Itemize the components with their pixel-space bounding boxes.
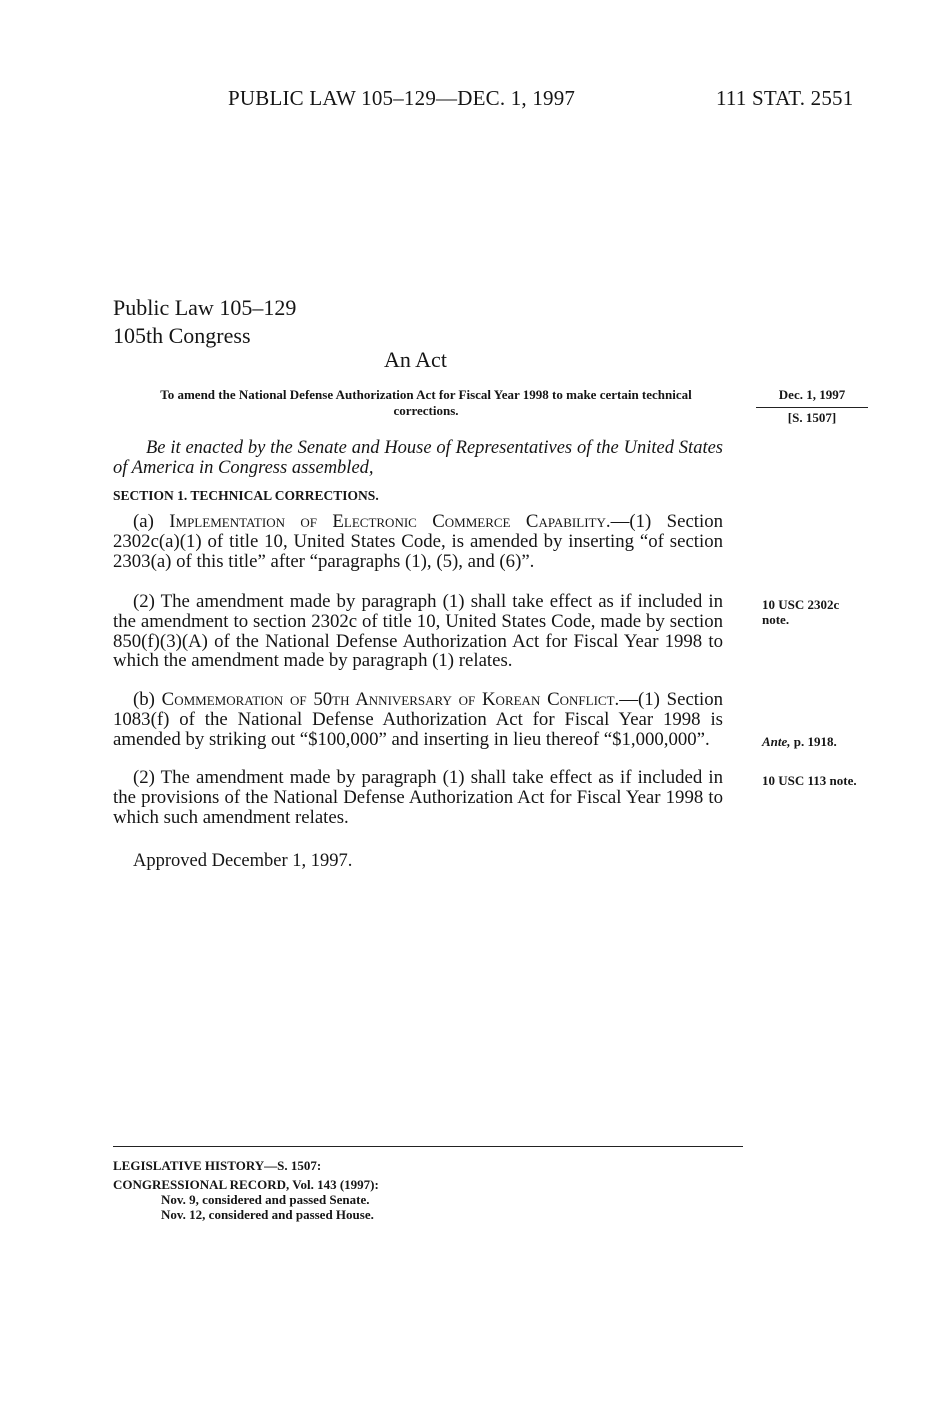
- enacting-clause: Be it enacted by the Senate and House of Representatives of the United States of America in Congress assembled,: [113, 438, 723, 478]
- margin-note-usc-113: 10 USC 113 note.: [762, 773, 857, 788]
- law-number: Public Law 105–129: [113, 295, 297, 320]
- margin-note-usc-2302c-line2: note.: [762, 612, 790, 627]
- running-header-left: PUBLIC LAW 105–129—DEC. 1, 1997: [228, 86, 576, 110]
- subsection-b-text: (1) Section 1083(f) of the National Defense Authorization Act for Fiscal Year 1998 is amended by striking out “$100,000” and inserting in lieu thereof “$1,000,000”.: [113, 689, 723, 750]
- margin-note-usc-2302c: [762, 597, 839, 627]
- subsection-b-dash: —: [619, 689, 638, 710]
- subsection-a-paragraph-2: (2) The amendment made by paragraph (1) shall take effect as if included in the amendment to section 2302c of title 10, United States Code, made by section 850(f)(3)(A) of the National Defense Authorization Act for Fiscal Year 1998 to which the amendment made by paragraph (1) relates.: [113, 591, 723, 672]
- footnote-divider: [113, 1146, 743, 1147]
- history-entry: Nov. 9, considered and passed Senate.: [161, 1192, 370, 1207]
- congress-number: 105th Congress: [113, 323, 251, 348]
- margin-note-ante: [762, 734, 837, 749]
- subsection-b-paragraph-1: [113, 690, 723, 749]
- margin-note-ante-italic: Ante,: [762, 734, 791, 749]
- act-purpose: To amend the National Defense Authorization Act for Fiscal Year 1998 to make certain technical corrections.: [160, 387, 692, 418]
- legislative-history-title: LEGISLATIVE HISTORY—S. 1507:: [113, 1158, 322, 1173]
- approval-date: Approved December 1, 1997.: [133, 851, 353, 871]
- subsection-a-label: (a): [133, 511, 170, 532]
- subsection-a-heading: Implementation of Electronic Commerce Capability.: [169, 511, 611, 532]
- date-block: [756, 387, 868, 426]
- subsection-a-text: (1) Section 2302c(a)(1) of title 10, United States Code, is amended by inserting “of section 2303(a) of this title” after “paragraphs (1), (5), and (6)”.: [113, 511, 723, 572]
- subsection-b-heading: Commemoration of 50th Anniversary of Korean Conflict.: [161, 689, 620, 710]
- act-heading: An Act: [384, 347, 447, 372]
- margin-note-ante-page: p. 1918.: [790, 734, 837, 749]
- subsection-b-paragraph-2: (2) The amendment made by paragraph (1) shall take effect as if included in the provisions of the National Defense Authorization Act for Fiscal Year 1998 to which such amendment relates.: [113, 767, 723, 828]
- history-entry: Nov. 12, considered and passed House.: [161, 1207, 374, 1222]
- subsection-a-paragraph-1: [113, 512, 723, 571]
- bill-number: [S. 1507]: [787, 410, 837, 425]
- subsection-a-dash: —: [610, 511, 630, 532]
- running-header-page-citation: 111 STAT. 2551: [716, 86, 854, 110]
- margin-note-usc-2302c-line1: 10 USC 2302c: [762, 597, 840, 612]
- enactment-date: Dec. 1, 1997: [756, 387, 868, 408]
- section-heading: SECTION 1. TECHNICAL CORRECTIONS.: [113, 488, 379, 503]
- legislative-history: [113, 1158, 379, 1222]
- subsection-b-label: (b): [133, 689, 162, 710]
- congressional-record: CONGRESSIONAL RECORD, Vol. 143 (1997):: [113, 1177, 379, 1192]
